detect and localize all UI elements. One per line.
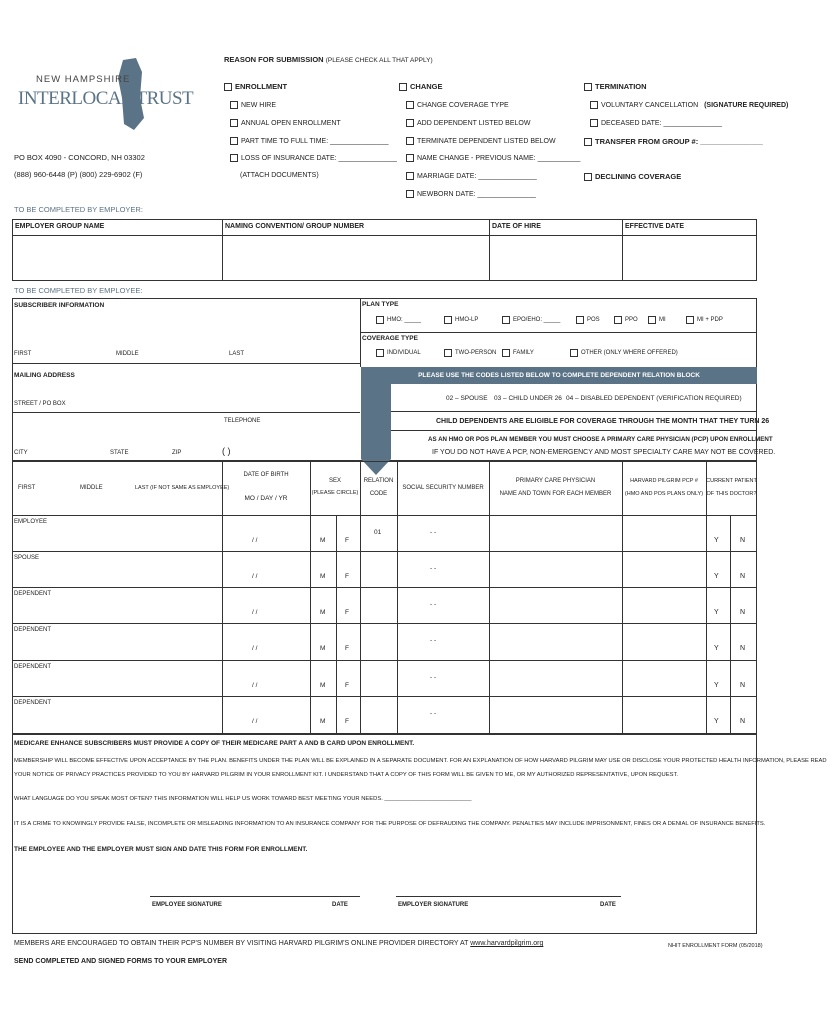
- col-code: CODE: [369, 491, 388, 497]
- col-current: CURRENT PATIENT: [706, 478, 757, 484]
- coverage-two-person[interactable]: TWO-PERSON: [444, 349, 496, 357]
- checkbox-icon: [576, 316, 584, 324]
- checkbox-icon: [590, 119, 598, 127]
- crime-note: IT IS A CRIME TO KNOWINGLY PROVIDE FALSE, INCOMPLETE OR MISLEADING INFORMATION TO AN INSURANCE COMPANY FOR THE PURPOSE OF DEFRAUDING THE COMPANY. PENALTIES MAY INCLUDE IMPRISONMENT, FINES OR A DENIAL OF INSURANCE BENEFITS.: [14, 821, 766, 827]
- logo: [18, 58, 194, 130]
- pcp-note-2: IF YOU DO NOT HAVE A PCP, NON-EMERGENCY AND MOST SPECIALTY CARE MAY NOT BE COVERED.: [432, 449, 776, 456]
- declining-checkbox[interactable]: DECLINING COVERAGE: [584, 172, 681, 181]
- col-current-2: OF THIS DOCTOR?: [706, 491, 757, 497]
- codes-banner: PLEASE USE THE CODES LISTED BELOW TO COMPLETE DEPENDENT RELATION BLOCK: [361, 367, 757, 384]
- current-no[interactable]: N: [740, 682, 746, 689]
- sex-f[interactable]: F: [345, 537, 349, 544]
- group-number-header: NAMING CONVENTION/ GROUP NUMBER: [225, 223, 365, 230]
- checkbox-icon: [230, 154, 238, 162]
- code-child: 03 – CHILD UNDER 26: [494, 395, 562, 402]
- sex-f[interactable]: F: [345, 718, 349, 725]
- hp-pcp-field[interactable]: [623, 624, 705, 658]
- current-yes[interactable]: Y: [714, 718, 719, 725]
- checkbox-icon: [224, 83, 232, 91]
- telephone-label: TELEPHONE: [224, 418, 261, 424]
- ssn-field[interactable]: - -: [430, 601, 437, 608]
- enrollment-checkbox[interactable]: ENROLLMENT: [224, 82, 287, 91]
- pcp-field[interactable]: [490, 697, 621, 731]
- current-no[interactable]: N: [740, 609, 746, 616]
- row-label: DEPENDENT: [14, 627, 52, 633]
- sex-f[interactable]: F: [345, 609, 349, 616]
- marriage-checkbox[interactable]: MARRIAGE DATE: _______________: [406, 172, 537, 180]
- row-label: SPOUSE: [14, 555, 40, 561]
- ssn-field[interactable]: - -: [430, 674, 437, 681]
- checkbox-icon: [406, 119, 414, 127]
- membership-note-1: MEMBERSHIP WILL BECOME EFFECTIVE UPON ACCEPTANCE BY THE PLAN. BENEFITS UNDER THE PLAN WILL BE EXPLAINED IN A SEPARATE DOCUMENT. FOR AN EXPLANATION OF HOW HARVARD PILGRIM MAY USE OR DISCLOSE YOUR PROTECTED HEALTH INFORMATION, PLEASE READ: [14, 758, 827, 764]
- address-line1: PO BOX 4090 - CONCORD, NH 03302: [14, 153, 145, 162]
- sex-m[interactable]: M: [320, 573, 326, 580]
- checkbox-icon: [406, 172, 414, 180]
- employer-group-name-field[interactable]: [13, 236, 221, 280]
- pcp-field[interactable]: [490, 516, 621, 550]
- checkbox-icon: [444, 316, 452, 324]
- current-yes[interactable]: Y: [714, 537, 719, 544]
- row-label: EMPLOYEE: [14, 519, 48, 525]
- plan-epo[interactable]: EPO/EHO: _____: [502, 316, 560, 324]
- language-question: WHAT LANGUAGE DO YOU SPEAK MOST OFTEN? THIS INFORMATION WILL HELP US WORK TOWARD BEST MEETING YOUR NEEDS. ___________________________: [14, 796, 472, 802]
- sex-m[interactable]: M: [320, 537, 326, 544]
- coverage-individual[interactable]: INDIVIDUAL: [376, 349, 421, 357]
- col-dob: DATE OF BIRTH: [243, 472, 289, 478]
- checkbox-icon: [570, 349, 578, 357]
- employer-signature-field[interactable]: [396, 878, 621, 896]
- code-disabled: 04 – DISABLED DEPENDENT (VERIFICATION REQUIRED): [566, 395, 742, 402]
- effective-date-header: EFFECTIVE DATE: [625, 223, 684, 230]
- address-line2: (888) 960-6448 (P) (800) 229-6902 (F): [14, 170, 143, 179]
- dob-field[interactable]: / /: [252, 573, 258, 580]
- current-no[interactable]: N: [740, 718, 746, 725]
- dob-field[interactable]: / /: [252, 718, 258, 725]
- sex-m[interactable]: M: [320, 718, 326, 725]
- hp-pcp-field[interactable]: [623, 516, 705, 550]
- group-number-field[interactable]: [223, 236, 488, 280]
- checkbox-icon: [614, 316, 622, 324]
- employee-signature-field[interactable]: [150, 878, 360, 896]
- annual-open-checkbox[interactable]: ANNUAL OPEN ENROLLMENT: [230, 119, 341, 127]
- middle-label: MIDDLE: [116, 351, 139, 357]
- name-change-checkbox[interactable]: NAME CHANGE - PREVIOUS NAME: ___________: [406, 154, 580, 162]
- col-middle: MIDDLE: [80, 485, 103, 491]
- row-label: DEPENDENT: [14, 664, 52, 670]
- logo-line1: NEW HAMPSHIRE: [36, 74, 131, 85]
- employee-date-label: DATE: [332, 902, 348, 908]
- col-last: LAST (IF NOT SAME AS EMPLOYEE): [135, 485, 230, 491]
- hp-pcp-field[interactable]: [623, 588, 705, 622]
- plan-hmo[interactable]: HMO: _____: [376, 316, 421, 324]
- subscriber-info-label: SUBSCRIBER INFORMATION: [14, 302, 105, 309]
- checkbox-icon: [584, 173, 592, 181]
- row-label: DEPENDENT: [14, 591, 52, 597]
- ssn-field[interactable]: - -: [430, 710, 437, 717]
- provider-directory-link[interactable]: www.harvardpilgrim.org: [470, 940, 544, 947]
- name-field[interactable]: [13, 527, 221, 550]
- checkbox-icon: [406, 154, 414, 162]
- checkbox-icon: [406, 190, 414, 198]
- col-first: FIRST: [18, 485, 36, 491]
- checkbox-icon: [230, 101, 238, 109]
- checkbox-icon: [376, 316, 384, 324]
- sex-f[interactable]: F: [345, 645, 349, 652]
- col-sex-note: (PLEASE CIRCLE): [311, 490, 359, 496]
- first-label: FIRST: [14, 351, 32, 357]
- members-note: MEMBERS ARE ENCOURAGED TO OBTAIN THEIR PCP'S NUMBER BY VISITING HARVARD PILGRIM'S ONLINE PROVIDER DIRECTORY AT www.harvardpilgrim.org: [14, 940, 544, 947]
- footer-box: [12, 734, 757, 934]
- col-pcp-2: NAME AND TOWN FOR EACH MEMBER: [499, 491, 612, 497]
- termination-checkbox[interactable]: TERMINATION: [584, 82, 647, 91]
- hp-pcp-field[interactable]: [623, 661, 705, 695]
- employer-group-name-header: EMPLOYER GROUP NAME: [15, 223, 105, 230]
- medicare-note: MEDICARE ENHANCE SUBSCRIBERS MUST PROVIDE A COPY OF THEIR MEDICARE PART A AND B CARD UPON ENROLLMENT.: [14, 740, 415, 747]
- coverage-family[interactable]: FAMILY: [502, 349, 534, 357]
- form-id: NHIT ENROLLMENT FORM (05/2018): [668, 943, 763, 949]
- terminate-dependent-checkbox[interactable]: TERMINATE DEPENDENT LISTED BELOW: [406, 137, 556, 145]
- attach-note: (ATTACH DOCUMENTS): [240, 172, 319, 179]
- state-label: STATE: [110, 450, 129, 456]
- checkbox-icon: [406, 137, 414, 145]
- reason-title: REASON FOR SUBMISSION (PLEASE CHECK ALL THAT APPLY): [224, 55, 433, 64]
- child-note: CHILD DEPENDENTS ARE ELIGIBLE FOR COVERAGE THROUGH THE MONTH THAT THEY TURN 26: [436, 418, 770, 425]
- col-hp: HARVARD PILGRIM PCP #: [630, 478, 698, 484]
- change-coverage-checkbox[interactable]: CHANGE COVERAGE TYPE: [406, 101, 509, 109]
- date-of-hire-field[interactable]: [490, 236, 621, 280]
- checkbox-icon: [648, 316, 656, 324]
- voluntary-cancel-checkbox[interactable]: VOLUNTARY CANCELLATION (SIGNATURE REQUIRED): [590, 101, 788, 109]
- plan-ppo[interactable]: PPO: [614, 316, 638, 324]
- plan-mi-pdp[interactable]: MI + PDP: [686, 316, 723, 324]
- col-ssn: SOCIAL SECURITY NUMBER: [402, 485, 484, 491]
- checkbox-icon: [444, 349, 452, 357]
- plan-type-label: PLAN TYPE: [362, 301, 399, 308]
- membership-note-2: YOUR NOTICE OF PRIVACY PRACTICES PROVIDED TO YOU BY HARVARD PILGRIM IN YOUR ENROLLMENT KIT. I UNDERSTAND THAT A COPY OF THIS FORM WILL BE GIVEN TO ME, OR MY AUTHORIZED REPRESENTATIVE, UPON REQUEST.: [14, 772, 678, 778]
- newborn-checkbox[interactable]: NEWBORN DATE: _______________: [406, 190, 536, 198]
- new-hire-checkbox[interactable]: NEW HIRE: [230, 101, 276, 109]
- checkbox-icon: [376, 349, 384, 357]
- pcp-note: AS AN HMO OR POS PLAN MEMBER YOU MUST CHOOSE A PRIMARY CARE PHYSICIAN (PCP) UPON ENROLLMENT: [428, 436, 773, 443]
- name-field[interactable]: [13, 599, 221, 622]
- pcp-field[interactable]: [490, 661, 621, 695]
- sex-m[interactable]: M: [320, 645, 326, 652]
- effective-date-field[interactable]: [623, 236, 756, 280]
- date-of-hire-header: DATE OF HIRE: [492, 223, 541, 230]
- checkbox-icon: [230, 119, 238, 127]
- name-field[interactable]: [13, 635, 221, 658]
- pcp-field[interactable]: [490, 552, 621, 586]
- plan-pos[interactable]: POS: [576, 316, 600, 324]
- current-no[interactable]: N: [740, 645, 746, 652]
- dob-field[interactable]: / /: [252, 645, 258, 652]
- checkbox-icon: [502, 316, 510, 324]
- checkbox-icon: [230, 137, 238, 145]
- send-note: SEND COMPLETED AND SIGNED FORMS TO YOUR EMPLOYER: [14, 958, 228, 965]
- deceased-checkbox[interactable]: DECEASED DATE: _______________: [590, 119, 722, 127]
- logo-line2: INTERLOCAL TRUST: [18, 88, 194, 109]
- ssn-field[interactable]: - -: [430, 565, 437, 572]
- current-yes[interactable]: Y: [714, 645, 719, 652]
- code-spouse: 02 – SPOUSE: [446, 395, 488, 402]
- current-no[interactable]: N: [740, 537, 746, 544]
- col-sex: SEX: [328, 478, 341, 484]
- last-label: LAST: [229, 351, 245, 357]
- add-dependent-checkbox[interactable]: ADD DEPENDENT LISTED BELOW: [406, 119, 530, 127]
- hp-pcp-field[interactable]: [623, 697, 705, 731]
- row-label: DEPENDENT: [14, 700, 52, 706]
- pcp-field[interactable]: [490, 624, 621, 658]
- col-relation: RELATION: [363, 478, 394, 484]
- zip-label: ZIP: [172, 450, 182, 456]
- coverage-other[interactable]: OTHER (ONLY WHERE OFFERED): [570, 349, 678, 357]
- part-time-checkbox[interactable]: PART TIME TO FULL TIME: _______________: [230, 137, 388, 145]
- coverage-type-label: COVERAGE TYPE: [362, 335, 418, 342]
- pcp-field[interactable]: [490, 588, 621, 622]
- mailing-address-label: MAILING ADDRESS: [14, 372, 75, 379]
- sex-f[interactable]: F: [345, 682, 349, 689]
- col-hp-2: (HMO AND POS PLANS ONLY): [624, 491, 704, 497]
- ssn-field[interactable]: - -: [430, 529, 437, 536]
- current-yes[interactable]: Y: [714, 609, 719, 616]
- sex-m[interactable]: M: [320, 682, 326, 689]
- name-field[interactable]: [13, 563, 221, 586]
- name-field[interactable]: [13, 708, 221, 731]
- checkbox-icon: [686, 316, 694, 324]
- street-label: STREET / PO BOX: [14, 401, 66, 407]
- name-field[interactable]: [13, 672, 221, 695]
- col-dob-format: MO / DAY / YR: [244, 495, 288, 502]
- current-yes[interactable]: Y: [714, 573, 719, 580]
- checkbox-icon: [590, 101, 598, 109]
- change-checkbox[interactable]: CHANGE: [399, 82, 443, 91]
- sex-m[interactable]: M: [320, 609, 326, 616]
- current-no[interactable]: N: [740, 573, 746, 580]
- current-yes[interactable]: Y: [714, 682, 719, 689]
- checkbox-icon: [502, 349, 510, 357]
- loss-insurance-checkbox[interactable]: LOSS OF INSURANCE DATE: _______________: [230, 154, 397, 162]
- dob-field[interactable]: / /: [252, 609, 258, 616]
- phone-field[interactable]: ( ): [222, 446, 231, 456]
- plan-mi[interactable]: MI: [648, 316, 666, 324]
- checkbox-icon: [406, 101, 414, 109]
- checkbox-icon: [584, 138, 592, 146]
- transfer-checkbox[interactable]: TRANSFER FROM GROUP #: _______________: [584, 137, 763, 146]
- hp-pcp-field[interactable]: [623, 552, 705, 586]
- employer-date-label: DATE: [600, 902, 616, 908]
- dob-field[interactable]: / /: [252, 682, 258, 689]
- employer-section-label: TO BE COMPLETED BY EMPLOYER:: [14, 205, 143, 214]
- checkbox-icon: [584, 83, 592, 91]
- checkbox-icon: [399, 83, 407, 91]
- ssn-field[interactable]: - -: [430, 637, 437, 644]
- col-pcp: PRIMARY CARE PHYSICIAN: [515, 478, 596, 484]
- sign-note: THE EMPLOYEE AND THE EMPLOYER MUST SIGN AND DATE THIS FORM FOR ENROLLMENT.: [14, 846, 308, 853]
- employer-signature-label: EMPLOYER SIGNATURE: [398, 902, 469, 908]
- plan-hmo-lp[interactable]: HMO-LP: [444, 316, 478, 324]
- employee-section-label: TO BE COMPLETED BY EMPLOYEE:: [14, 286, 143, 295]
- city-label: CITY: [14, 450, 28, 456]
- sex-f[interactable]: F: [345, 573, 349, 580]
- relation-code[interactable]: 01: [374, 529, 382, 536]
- dob-field[interactable]: / /: [252, 537, 258, 544]
- employee-signature-label: EMPLOYEE SIGNATURE: [152, 902, 222, 908]
